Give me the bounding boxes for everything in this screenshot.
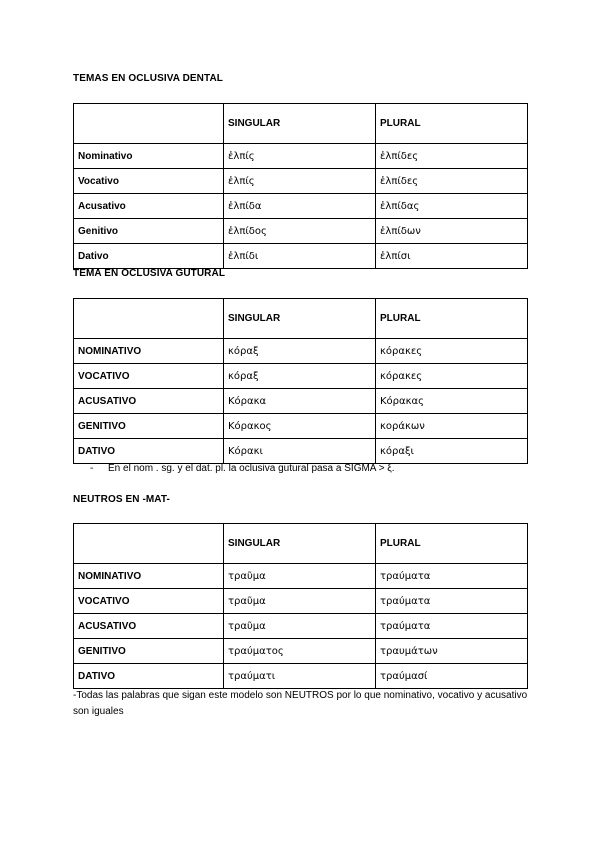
case-label: GENITIVO — [74, 414, 224, 439]
table-row — [74, 664, 528, 689]
section-title-gutural: TEMA EN OCLUSIVA GUTURAL — [73, 268, 226, 279]
plural-form: κόραξι — [376, 439, 528, 464]
case-label: ACUSATIVO — [74, 614, 224, 639]
case-label: NOMINATIVO — [74, 564, 224, 589]
gutural-sigma-note-text: En el nom . sg. y el dat. pl. la oclusiva gutural pasa a SIGMA > ξ. — [108, 463, 395, 474]
case-label: DATIVO — [74, 664, 224, 689]
case-label: ACUSATIVO — [74, 389, 224, 414]
singular-form: τραῦμα — [224, 589, 376, 614]
case-label: Genitivo — [74, 219, 224, 244]
case-label: Nominativo — [74, 144, 224, 169]
plural-form: κόρακες — [376, 364, 528, 389]
plural-form: κοράκων — [376, 414, 528, 439]
case-label: DATIVO — [74, 439, 224, 464]
case-label: NOMINATIVO — [74, 339, 224, 364]
section-title-dental: TEMAS EN OCLUSIVA DENTAL — [73, 73, 223, 84]
singular-form: τραῦμα — [224, 564, 376, 589]
plural-form: Κόρακας — [376, 389, 528, 414]
singular-form: ἐλπίδος — [224, 219, 376, 244]
plural-form: ἐλπίδες — [376, 144, 528, 169]
singular-form: τραῦμα — [224, 614, 376, 639]
singular-form: ἐλπίδι — [224, 244, 376, 269]
table-row — [74, 339, 528, 364]
singular-form: τραύματος — [224, 639, 376, 664]
table-row — [74, 144, 528, 169]
case-label: VOCATIVO — [74, 364, 224, 389]
neutros-note: -Todas las palabras que sigan este modelo son NEUTROS por lo que nominativo, vocativo y acusativo son iguales — [73, 690, 528, 717]
singular-form: Κόρακι — [224, 439, 376, 464]
header-singular: SINGULAR — [224, 299, 376, 339]
singular-form: ἐλπίδα — [224, 194, 376, 219]
case-label: GENITIVO — [74, 639, 224, 664]
declension-table-dental — [73, 103, 528, 269]
header-singular: SINGULAR — [224, 104, 376, 144]
plural-form: κόρακες — [376, 339, 528, 364]
case-label: VOCATIVO — [74, 589, 224, 614]
header-singular: SINGULAR — [224, 524, 376, 564]
header-plural: PLURAL — [376, 299, 528, 339]
plural-form: τραύματα — [376, 589, 528, 614]
plural-form: τραύματα — [376, 614, 528, 639]
table-row — [74, 364, 528, 389]
plural-form: ἐλπίδες — [376, 169, 528, 194]
table-row — [74, 414, 528, 439]
table-row — [74, 219, 528, 244]
table-row — [74, 614, 528, 639]
case-label: Dativo — [74, 244, 224, 269]
table-row — [74, 389, 528, 414]
table-row — [74, 589, 528, 614]
header-empty-cell — [74, 104, 224, 144]
table-header-row — [74, 299, 528, 339]
table-row — [74, 244, 528, 269]
bullet-dash: - — [90, 463, 94, 474]
singular-form: τραύματι — [224, 664, 376, 689]
header-empty-cell — [74, 524, 224, 564]
case-label: Vocativo — [74, 169, 224, 194]
table-header-row — [74, 104, 528, 144]
table-row — [74, 639, 528, 664]
table-row — [74, 439, 528, 464]
plural-form: ἐλπίσι — [376, 244, 528, 269]
singular-form: Κόρακος — [224, 414, 376, 439]
section-title-neutros: NEUTROS EN -MAT- — [73, 494, 170, 505]
plural-form: ἐλπίδων — [376, 219, 528, 244]
singular-form: κόραξ — [224, 364, 376, 389]
plural-form: ἐλπίδας — [376, 194, 528, 219]
table-row — [74, 194, 528, 219]
plural-form: τραυμάτων — [376, 639, 528, 664]
table-header-row — [74, 524, 528, 564]
header-plural: PLURAL — [376, 524, 528, 564]
declension-table-gutural — [73, 298, 528, 464]
declension-table-neutros — [73, 523, 528, 689]
table-row — [74, 564, 528, 589]
header-plural: PLURAL — [376, 104, 528, 144]
singular-form: ἐλπίς — [224, 144, 376, 169]
gutural-sigma-note — [90, 461, 395, 477]
plural-form: τραύματα — [376, 564, 528, 589]
plural-form: τραύμασί — [376, 664, 528, 689]
singular-form: ἐλπίς — [224, 169, 376, 194]
singular-form: Κόρακα — [224, 389, 376, 414]
case-label: Acusativo — [74, 194, 224, 219]
table-row — [74, 169, 528, 194]
singular-form: κόραξ — [224, 339, 376, 364]
header-empty-cell — [74, 299, 224, 339]
